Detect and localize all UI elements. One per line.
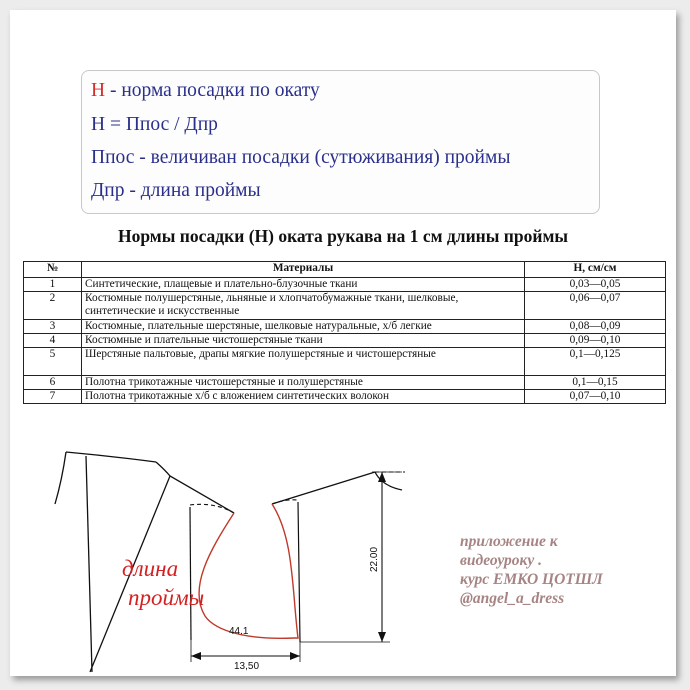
height-dimension-label: 22.00	[369, 546, 380, 572]
note-line-3: курс ЕМКО ЦОТШЛ	[460, 571, 603, 588]
back-shoulder-line	[156, 462, 234, 513]
back-center-line	[55, 452, 66, 504]
height-arrow-top-icon	[378, 472, 386, 482]
row-value: 0,1—0,125	[525, 348, 666, 376]
header-value: Н, см/см	[525, 262, 666, 278]
table-title: Нормы посадки (Н) оката рукава на 1 см длины проймы	[117, 226, 569, 246]
legend-line-4: Дпр - длина проймы	[91, 180, 261, 201]
row-number: 1	[24, 278, 82, 292]
row-value: 0,1—0,15	[525, 376, 666, 390]
row-material: Шерстяные пальтовые, драпы мягкие полушерстяные и чистошерстяные	[82, 348, 525, 376]
note-line-2: видеоуроку .	[460, 552, 543, 569]
armhole-label-line-1: длина	[122, 556, 179, 581]
row-material: Костюмные и плательные чистошерстяные ткани	[82, 334, 525, 348]
front-shoulder-line	[272, 472, 375, 504]
row-material: Костюмные полушерстяные, льняные и хлопчатобумажные ткани, шелковые, синтетические и искусственные	[82, 292, 525, 320]
row-value: 0,03—0,05	[525, 278, 666, 292]
armhole-length-label: 44.1	[229, 626, 249, 637]
width-dimension-label: 13,50	[234, 661, 260, 672]
note-line-1: приложение к	[460, 533, 558, 550]
row-number: 2	[24, 292, 82, 320]
row-number: 6	[24, 376, 82, 390]
header-number: №	[24, 262, 82, 278]
row-value: 0,06—0,07	[525, 292, 666, 320]
armhole-label-line-2: проймы	[128, 585, 205, 610]
legend-line-3: Ппос - величиван посадки (сутюживания) проймы	[91, 147, 511, 168]
legend-line-1-text: - норма посадки по окату	[105, 80, 320, 101]
row-number: 4	[24, 334, 82, 348]
row-material: Синтетические, плащевые и плательно-блузочные ткани	[82, 278, 525, 292]
course-note	[460, 532, 650, 608]
row-value: 0,09—0,10	[525, 334, 666, 348]
height-arrow-bottom-icon	[378, 632, 386, 642]
legend-line-2: Н = Ппос / Дпр	[91, 114, 218, 135]
legend-symbol-h: Н	[91, 80, 106, 101]
row-material: Полотна трикотажные х/б с вложением синтетических волокон	[82, 390, 525, 404]
row-value: 0,08—0,09	[525, 320, 666, 334]
row-number: 3	[24, 320, 82, 334]
armhole-curve	[199, 504, 298, 638]
document-page	[10, 10, 676, 676]
front-vertical-guide	[298, 502, 300, 642]
row-material: Костюмные, плательные шерстяные, шелковые натуральные, х/б легкие	[82, 320, 525, 334]
header-materials: Материалы	[82, 262, 525, 278]
back-side-line	[86, 456, 92, 672]
width-arrow-right-icon	[290, 652, 300, 660]
row-material: Полотна трикотажные чистошерстяные и полушерстяные	[82, 376, 525, 390]
back-neck-curve	[66, 452, 156, 462]
row-number: 5	[24, 348, 82, 376]
back-vertical-guide	[190, 507, 191, 640]
note-line-4: @angel_a_dress	[460, 590, 565, 607]
row-value: 0,07—0,10	[525, 390, 666, 404]
width-arrow-left-icon	[191, 652, 201, 660]
row-number: 7	[24, 390, 82, 404]
